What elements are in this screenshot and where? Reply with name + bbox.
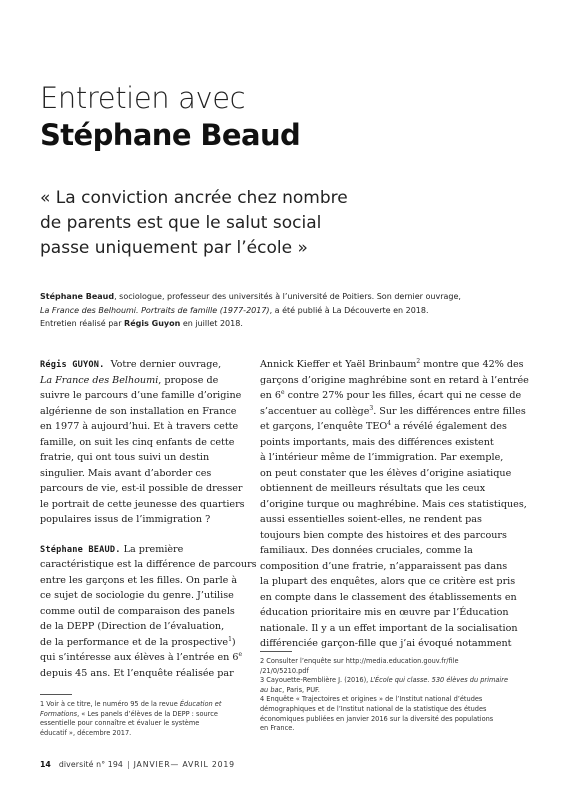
- pull-quote-line: « La conviction ancrée chez nombre: [40, 188, 348, 208]
- footnote-ref[interactable]: 1: [228, 635, 232, 643]
- footnote-divider: [40, 694, 72, 695]
- intro-block: [40, 290, 530, 331]
- intro-line: Entretien réalisé par Régis Guyon en juillet 2018.: [40, 319, 243, 328]
- footnote-ref[interactable]: 3: [369, 404, 374, 412]
- speaker-label: Régis GUYON.: [40, 360, 105, 370]
- intro-line: La France des Belhoumi. Portraits de famille (1977-2017), a été publié à La Découverte en 2018.: [40, 305, 429, 315]
- pull-quote-line: de parents est que le salut social: [40, 213, 322, 233]
- footnotes-right: 2 Consulter l’enquête sur http://media.education.gouv.fr/file /21/0/5210.pdf 3 Cayouette-Remblière J. (2016), L’École qui classe. 530 élèves du primaire au bac, Paris, PUF. 4 Enquête « Trajectoires et origines » de l’Institut national d’études démographiques et de l’Institut national de la statistique des études économiques publiées en janvier 2016 sur la diversité des populations en France.: [260, 657, 535, 734]
- speaker-label: Stéphane BEAUD.: [40, 544, 121, 555]
- book-title-inline: La France des Belhoumi: [40, 374, 159, 386]
- pull-quote-line: passe uniquement par l’école »: [40, 238, 308, 258]
- footnote-ref[interactable]: 2: [416, 357, 421, 365]
- title-line-2-interviewee: Stéphane Beaud: [40, 118, 301, 152]
- magazine-issue: diversité n° 194: [58, 760, 123, 769]
- footnote-ref[interactable]: 4: [387, 419, 392, 427]
- issue-date: JANVIER— AVRIL 2019: [133, 760, 235, 769]
- intro-line: Stéphane Beaud, sociologue, professeur des universités à l’université de Poitiers. Son dernier ouvrage,: [40, 292, 461, 301]
- footnote-divider: [260, 651, 292, 652]
- body-column-left: Régis GUYON. Votre dernier ouvrage, La France des Belhoumi, propose de suivre le parcours d’une famille d’origine algérienne de son installation en France en 1977 à aujourd’hui. Et à travers cette famille, on suit les cinq enfants de cette fratrie, qui ont tous suivi un destin singulier. Mais avant d’aborder ces parcours de vie, est-il possible de dresser le portrait de cette jeunesse des quartiers populaires issus de l’immigration ? Stéphane BEAUD. La première caractéristique est la différence de parcours entre les garçons et les filles. On parle à ce sujet de sociologie du genre. J’utilise comme outil de comparaison des panels de la DEPP (Direction de l’évaluation, de la performance et de la prospective$^1$) qui s’intéresse aux élèves à l’entrée en 6e depuis 45 ans. Et l’enquête réalisée par: [40, 359, 257, 679]
- book-title: La France des Belhoumi. Portraits de famille (1977-2017): [40, 305, 270, 315]
- body-column-right: Annick Kieffer et Yaël Brinbaum$^2$ montre que 42% des garçons d’origine maghrébine sont en retard à l’entrée en 6e contre 27% pour les filles, écart qui ne cesse de s’accentuer au collège$^3$. Sur les différences entre filles et garçons, l’enquête TEO$^4$ a révélé également des points importants, mais des différences existent à l’intérieur même de l’immigration. Par exemple, on peut constater que les élèves d’origine asiatique obtiennent de meilleurs résultats que les ceux d’origine turque ou maghrébine. Mais ces statistiques, aussi essentielles soient-elles, ne rendent pas toujours bien compte des histoires et des parcours familiaux. Des données cruciales, comme la composition d’une fratrie, n’apparaissent pas dans la plupart des enquêtes, alors que ce critère est pris en compte dans le classement des établissements en éducation prioritaire mis en œuvre par l’Éducation nationale. Il y a un effet important de la socialisation différenciée garçon-fille que j’ai évoqué notamment: [260, 357, 529, 649]
- footnotes-left: 1 Voir à ce titre, le numéro 95 de la revue Éducation et Formations, « Les panels d’élèves de la DEPP : source essentielle pour connaître et évaluer le système éducatif », décembre 2017.: [40, 700, 222, 737]
- page-footer: 14 diversité n° 194 | JANVIER— AVRIL 2019: [40, 760, 235, 769]
- pull-quote: [40, 186, 400, 261]
- page-number: 14: [40, 760, 51, 769]
- author-name: Stéphane Beaud: [40, 292, 115, 301]
- interviewer-name: Régis Guyon: [124, 319, 181, 328]
- footnote-2-link-line[interactable]: 2 Consulter l’enquête sur http://media.education.gouv.fr/file: [260, 657, 459, 665]
- title-line-1: Entretien avec: [40, 81, 246, 115]
